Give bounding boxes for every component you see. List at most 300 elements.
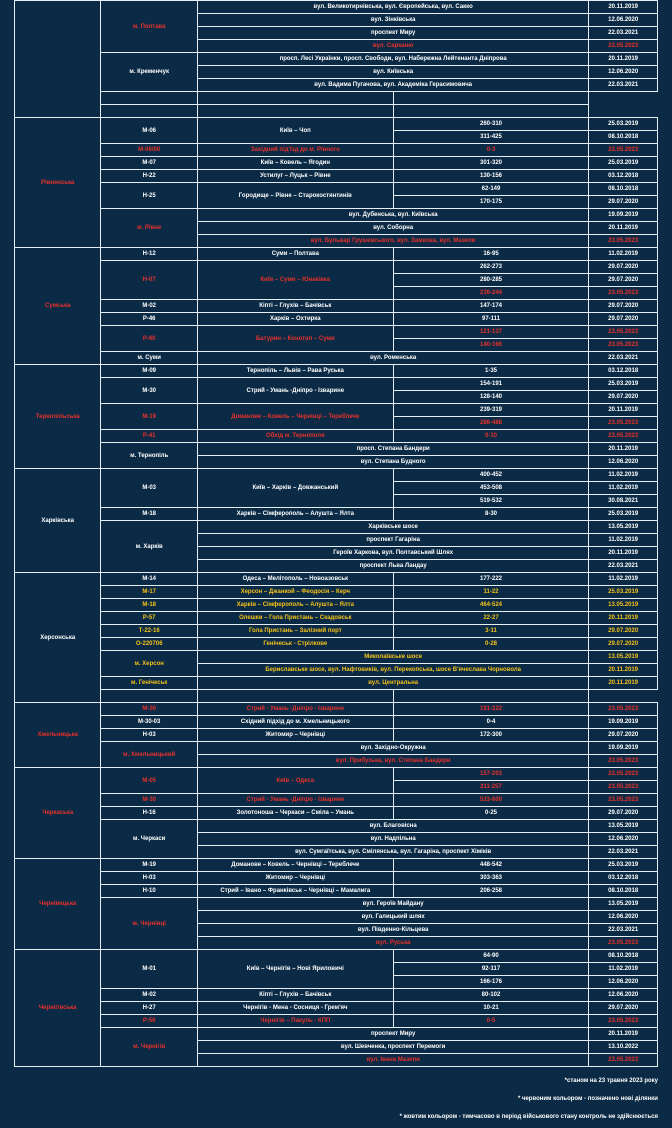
road-cell: Н-03 <box>101 872 198 885</box>
road-name-cell <box>101 92 198 105</box>
road-name-cell: Харків – Сімферополь – Алушта – Ялта <box>197 599 393 612</box>
footnotes <box>400 1072 658 1126</box>
date-cell: 25.03.2019 <box>589 118 658 131</box>
date-cell: 23.05.2023 <box>589 326 658 339</box>
road-name-cell: Устилуг – Луцьк – Рівне <box>197 170 393 183</box>
date-cell <box>393 105 589 118</box>
road-cell: М-02 <box>101 989 198 1002</box>
km-cell: 140-166 <box>393 339 589 352</box>
road-name-cell: Гола Пристань – Залізний порт <box>197 625 393 638</box>
date-cell: 13.05.2019 <box>589 599 658 612</box>
date-cell: 29.07.2020 <box>589 300 658 313</box>
table-row <box>15 118 658 131</box>
date-cell: 25.03.2019 <box>589 508 658 521</box>
table-row <box>15 378 658 391</box>
km-cell: 239-319 <box>393 404 589 417</box>
road-name-cell: Одеса – Мелітополь – Новоазовськ <box>197 573 393 586</box>
table-row <box>15 170 658 183</box>
road-name-cell: Доманове – Ковель – Чернівці – Тереблече <box>197 859 393 872</box>
road-name-cell: проспект Гагаріна <box>197 534 588 547</box>
road-name-cell: вул. Центральна <box>197 677 588 690</box>
date-cell: 22.03.2021 <box>589 560 658 573</box>
date-cell: 12.06.2020 <box>589 833 658 846</box>
km-cell: 10-21 <box>393 1002 589 1015</box>
road-name-cell: вул. Сумгаїтська, вул. Смілянська, вул. Гагаріна, проспект Хіміків <box>197 846 588 859</box>
km-cell: 0-10 <box>393 430 589 443</box>
km-cell: 280-285 <box>393 274 589 287</box>
road-cell: м. Хмельницький <box>101 742 198 768</box>
road-name-cell: просп. Степана Бандери <box>197 443 588 456</box>
road-sections-table <box>14 0 658 1067</box>
road-name-cell: проспект Миру <box>197 1028 588 1041</box>
road-cell: Р-41 <box>101 430 198 443</box>
date-cell: 13.05.2019 <box>589 820 658 833</box>
road-cell: м. Полтава <box>101 1 198 53</box>
road-cell: М-19 <box>101 404 198 430</box>
km-cell: 157-203 <box>393 768 589 781</box>
km-cell: 130-156 <box>393 170 589 183</box>
region-cell: Сумська <box>15 248 101 365</box>
date-cell: 29.07.2020 <box>589 274 658 287</box>
table-row <box>15 742 658 755</box>
road-cell: м. Суми <box>101 352 198 365</box>
km-cell: 211-257 <box>393 781 589 794</box>
road-cell: Н-25 <box>101 183 198 209</box>
road-cell: М-19 <box>101 859 198 872</box>
km-cell <box>197 105 393 118</box>
road-name-cell: Золотоноша – Черкаси – Сміла – Умань <box>197 807 393 820</box>
road-cell: М-07 <box>101 157 198 170</box>
road-name-cell <box>101 105 198 118</box>
table-row <box>15 612 658 625</box>
date-cell: 23.05.2023 <box>589 768 658 781</box>
table-row <box>15 729 658 742</box>
road-name-cell: Київ – Чоп <box>197 118 393 144</box>
date-cell: 25.03.2019 <box>589 157 658 170</box>
date-cell: 08.10.2018 <box>589 131 658 144</box>
road-name-cell: вул. Соборна <box>197 222 588 235</box>
table-row <box>15 365 658 378</box>
road-name-cell: вул. Київська <box>197 66 588 79</box>
road-name-cell: вул. Благовісна <box>197 820 588 833</box>
date-cell: 11.02.2019 <box>589 482 658 495</box>
date-cell: 22.03.2021 <box>589 79 658 92</box>
km-cell: 147-174 <box>393 300 589 313</box>
date-cell: 03.12.2018 <box>589 365 658 378</box>
date-cell: 20.11.2019 <box>589 677 658 690</box>
road-cell: М-05 <box>101 768 198 794</box>
km-cell: 519-532 <box>393 495 589 508</box>
table-row <box>15 989 658 1002</box>
road-name-cell: вул. Західно-Окружна <box>197 742 588 755</box>
road-name-cell: Харківське шосе <box>197 521 588 534</box>
date-cell: 20.11.2019 <box>589 547 658 560</box>
road-name-cell: вул. Степана Будного <box>197 456 588 469</box>
km-cell: 121-137 <box>393 326 589 339</box>
km-cell: 177-222 <box>393 573 589 586</box>
road-cell: м. Тернопіль <box>101 443 198 469</box>
road-cell: м. Херсон <box>101 651 198 677</box>
km-cell: 166-176 <box>393 976 589 989</box>
road-name-cell: Харків – Охтирка <box>197 313 393 326</box>
km-cell: 0-28 <box>393 638 589 651</box>
date-cell: 19.09.2019 <box>589 209 658 222</box>
road-name-cell: Доманове – Ковель – Чернівці – Тереблече <box>197 404 393 430</box>
road-cell: М-01 <box>101 950 198 989</box>
road-name-cell: Суми – Полтава <box>197 248 393 261</box>
road-cell: Н-22 <box>101 170 198 183</box>
road-name-cell: вул. Івана Мазепи <box>197 1054 588 1067</box>
road-cell: Н-07 <box>101 261 198 300</box>
region-cell: Черкаська <box>15 768 101 859</box>
table-row <box>15 573 658 586</box>
table-row <box>15 53 658 66</box>
road-name-cell: Кіпті – Глухів – Бачівськ <box>197 989 393 1002</box>
road-name-cell: Обхід м. Тернополя <box>197 430 393 443</box>
table-row <box>15 625 658 638</box>
note-as-of: *станом на 23 травня 2023 року <box>564 1078 658 1084</box>
date-cell: 19.09.2019 <box>589 716 658 729</box>
road-name-cell: проспект Льва Ландау <box>197 560 588 573</box>
date-cell: 19.09.2019 <box>589 742 658 755</box>
table-row <box>15 1002 658 1015</box>
table-row <box>15 92 658 105</box>
road-cell: м. Черкаси <box>101 820 198 859</box>
km-cell: 303-363 <box>393 872 589 885</box>
road-name-cell: вул. Шевченка, проспект Перемоги <box>197 1041 588 1054</box>
road-name-cell: Херсон – Джанкой – Феодосія – Керч <box>197 586 393 599</box>
road-name-cell: вул. Дубенська, вул. Київська <box>197 209 588 222</box>
table-row <box>15 508 658 521</box>
date-cell: 12.06.2020 <box>589 456 658 469</box>
table-row <box>15 521 658 534</box>
region-cell: Чернігівська <box>15 950 101 1067</box>
date-cell: 23.05.2023 <box>589 781 658 794</box>
date-cell: 20.11.2019 <box>589 222 658 235</box>
note-red: * червоним кольором - позначено нові ділянки <box>517 1096 658 1102</box>
date-cell: 23.05.2023 <box>589 1054 658 1067</box>
km-cell: 236-244 <box>393 287 589 300</box>
road-cell: М-30 <box>101 794 198 807</box>
region-cell: Херсонська <box>15 573 101 703</box>
note-yellow: * жовтим кольором - тимчасово в період військового стану контроль не здійснюється <box>399 1114 658 1120</box>
road-name-cell: Стрий - Умань -Дніпро - Ізварине <box>197 378 393 404</box>
road-cell: Н-27 <box>101 1002 198 1015</box>
date-cell: 20.11.2019 <box>589 1028 658 1041</box>
date-cell: 29.07.2020 <box>589 391 658 404</box>
road-name-cell: Харків – Сімферополь – Алушта – Ялта <box>197 508 393 521</box>
table-row <box>15 716 658 729</box>
km-cell: 170-175 <box>393 196 589 209</box>
date-cell: 23.05.2023 <box>589 937 658 950</box>
date-cell: 11.02.2019 <box>589 963 658 976</box>
km-cell: 464-524 <box>393 599 589 612</box>
road-cell: м. Чернігів <box>101 1028 198 1067</box>
road-name-cell: вул. Руська <box>197 937 588 950</box>
date-cell: 23.05.2023 <box>589 755 658 768</box>
road-name-cell: вул. Південно-Кільцева <box>197 924 588 937</box>
date-cell: 29.07.2020 <box>589 261 658 274</box>
km-cell: 533-600 <box>393 794 589 807</box>
table-row <box>15 690 658 703</box>
region-cell: Тернопільська <box>15 365 101 469</box>
km-cell: 97-111 <box>393 313 589 326</box>
region-cell: Харківська <box>15 469 101 573</box>
date-cell: 25.03.2019 <box>589 378 658 391</box>
table-row <box>15 859 658 872</box>
road-cell: Н-12 <box>101 248 198 261</box>
road-cell: М-30-03 <box>101 716 198 729</box>
table-row <box>15 898 658 911</box>
road-name-cell: Генічеськ - Стрілкове <box>197 638 393 651</box>
date-cell: 23.05.2023 <box>589 339 658 352</box>
road-cell: Р-56 <box>101 1015 198 1028</box>
road-name-cell: Східний підхід до м. Хмельницького <box>197 716 393 729</box>
date-cell: 20.11.2019 <box>589 612 658 625</box>
table-row <box>15 469 658 482</box>
date-cell: 23.05.2023 <box>589 1015 658 1028</box>
date-cell: 29.07.2020 <box>589 313 658 326</box>
km-cell <box>197 690 393 703</box>
km-cell: 301-320 <box>393 157 589 170</box>
road-cell: м. Кременчук <box>101 53 198 92</box>
km-cell: 8-30 <box>393 508 589 521</box>
km-cell: 262-273 <box>393 261 589 274</box>
road-name-cell: Миколаївське шосе <box>197 651 588 664</box>
road-cell: М-18 <box>101 508 198 521</box>
table-row <box>15 183 658 196</box>
date-cell: 20.11.2019 <box>589 443 658 456</box>
km-cell: 191-222 <box>393 703 589 716</box>
road-cell: М-02 <box>101 300 198 313</box>
road-cell: М-18 <box>101 599 198 612</box>
road-cell: М-06 <box>101 118 198 144</box>
date-cell: 03.12.2018 <box>589 170 658 183</box>
date-cell: 23.05.2023 <box>589 235 658 248</box>
road-cell: М-17 <box>101 586 198 599</box>
date-cell: 12.06.2020 <box>589 911 658 924</box>
date-cell <box>393 690 589 703</box>
road-name-cell: Стрий – Івано – Франківськ – Чернівці – Мамалига <box>197 885 393 898</box>
km-cell: 448-542 <box>393 859 589 872</box>
date-cell: 08.10.2018 <box>589 183 658 196</box>
date-cell: 11.02.2019 <box>589 469 658 482</box>
date-cell: 23.05.2023 <box>589 430 658 443</box>
table-row <box>15 1028 658 1041</box>
road-cell: Н-10 <box>101 885 198 898</box>
date-cell: 29.07.2020 <box>589 638 658 651</box>
date-cell: 11.02.2019 <box>589 573 658 586</box>
date-cell: 29.07.2020 <box>589 1002 658 1015</box>
road-name-cell: Кіпті – Глухів – Бачівськ <box>197 300 393 313</box>
road-cell: м. Чернівці <box>101 898 198 950</box>
road-cell: м. Генічеськ <box>101 677 198 690</box>
road-name-cell: вул. Героїв Майдану <box>197 898 588 911</box>
region-cell <box>15 1 101 118</box>
table-row <box>15 794 658 807</box>
road-cell: Н-03 <box>101 729 198 742</box>
table-row <box>15 677 658 690</box>
road-name-cell: Олешки – Гола Пристань – Скадовськ <box>197 612 393 625</box>
km-cell: 0-25 <box>393 807 589 820</box>
km-cell: 80-102 <box>393 989 589 1002</box>
km-cell: 400-452 <box>393 469 589 482</box>
road-cell: М-30 <box>101 703 198 716</box>
road-name-cell: Київ – Одеса <box>197 768 393 794</box>
road-name-cell: вул. Сарканю <box>197 40 588 53</box>
date-cell: 12.06.2020 <box>589 976 658 989</box>
date-cell: 29.07.2020 <box>589 625 658 638</box>
km-cell: 1-35 <box>393 365 589 378</box>
road-name-cell: вул. Надпільна <box>197 833 588 846</box>
km-cell: 62-149 <box>393 183 589 196</box>
table-body <box>15 1 658 1067</box>
date-cell: 20.11.2019 <box>589 53 658 66</box>
km-cell: 260-310 <box>393 118 589 131</box>
date-cell: 30.08.2021 <box>589 495 658 508</box>
date-cell: 20.11.2019 <box>589 1 658 14</box>
table-row <box>15 872 658 885</box>
date-cell: 11.02.2019 <box>589 248 658 261</box>
road-name-cell: Західний під'їзд до м. Рівного <box>197 144 393 157</box>
table-row <box>15 157 658 170</box>
road-name-cell: вул. Вадима Пугачова, вул. Академіка Герасимовича <box>197 79 588 92</box>
road-name-cell: Батурин – Конотоп – Суми <box>197 326 393 352</box>
road-name-cell: вул. Галицький шлях <box>197 911 588 924</box>
road-cell: Р-60 <box>101 326 198 352</box>
road-name-cell: просп. Лесі Українки, просп. Свободи, вул. Набережна Лейтенанта Дніпрова <box>197 53 588 66</box>
km-cell: 206-258 <box>393 885 589 898</box>
road-name-cell: Київ – Чернігів – Нові Яриловичі <box>197 950 393 989</box>
date-cell: 13.05.2019 <box>589 651 658 664</box>
date-cell: 12.06.2020 <box>589 14 658 27</box>
region-cell: Чернівецька <box>15 859 101 950</box>
date-cell: 25.03.2019 <box>589 586 658 599</box>
table-row <box>15 105 658 118</box>
date-cell: 23.05.2023 <box>589 287 658 300</box>
date-cell: 11.02.2019 <box>589 534 658 547</box>
road-name-cell: вул. Бульвар Грушевського, вул. Замкова, вул. Мазепи <box>197 235 588 248</box>
date-cell: 20.11.2019 <box>589 664 658 677</box>
km-cell: 172-300 <box>393 729 589 742</box>
road-cell: м. Харків <box>101 521 198 573</box>
date-cell: 13.05.2019 <box>589 898 658 911</box>
date-cell: 23.05.2023 <box>589 703 658 716</box>
km-cell: 311-425 <box>393 131 589 144</box>
table-row <box>15 807 658 820</box>
table-row <box>15 638 658 651</box>
road-name-cell <box>101 690 198 703</box>
table-row <box>15 443 658 456</box>
road-cell: М-30 <box>101 378 198 404</box>
road-cell: М-03 <box>101 469 198 508</box>
date-cell: 23.05.2023 <box>589 794 658 807</box>
road-name-cell: проспект Миру <box>197 27 588 40</box>
table-row <box>15 430 658 443</box>
date-cell: 22.03.2021 <box>589 924 658 937</box>
table-row <box>15 651 658 664</box>
date-cell: 23.05.2023 <box>589 40 658 53</box>
road-name-cell: Бериславське шосе, вул. Нафтовиків, вул. Перекопська, шосе В'ячеслава Чорновола <box>197 664 588 677</box>
road-cell: Р-57 <box>101 612 198 625</box>
km-cell: 64-90 <box>393 950 589 963</box>
road-name-cell: вул. Великотирнівська, вул. Європейська, вул. Сакко <box>197 1 588 14</box>
table-row <box>15 1 658 14</box>
table-row <box>15 352 658 365</box>
table-row <box>15 313 658 326</box>
km-cell: 128-140 <box>393 391 589 404</box>
road-name-cell: Стрий - Умань -Дніпро - Ізварине <box>197 794 393 807</box>
region-cell: Рівненська <box>15 118 101 248</box>
table-row <box>15 144 658 157</box>
date-cell: 25.03.2019 <box>589 859 658 872</box>
table-row <box>15 586 658 599</box>
date-cell: 29.07.2020 <box>589 729 658 742</box>
date-cell: 08.10.2018 <box>589 950 658 963</box>
road-name-cell: Житомир – Чернівці <box>197 872 393 885</box>
table-row <box>15 209 658 222</box>
road-cell: м. Рівне <box>101 209 198 248</box>
road-cell: М-09 <box>101 365 198 378</box>
road-cell: М-14 <box>101 573 198 586</box>
km-cell: 286-488 <box>393 417 589 430</box>
table-row <box>15 885 658 898</box>
road-cell: Т-22-16 <box>101 625 198 638</box>
table-row <box>15 300 658 313</box>
table-row <box>15 261 658 274</box>
km-cell: 0-3 <box>393 144 589 157</box>
km-cell: 11-22 <box>393 586 589 599</box>
date-cell: 03.12.2018 <box>589 872 658 885</box>
table-row <box>15 248 658 261</box>
km-cell: 92-117 <box>393 963 589 976</box>
date-cell: 22.03.2021 <box>589 352 658 365</box>
date-cell: 12.06.2020 <box>589 66 658 79</box>
table-row <box>15 599 658 612</box>
date-cell: 13.05.2019 <box>589 521 658 534</box>
table-row <box>15 404 658 417</box>
table-row <box>15 950 658 963</box>
road-name-cell: вул. Зінківська <box>197 14 588 27</box>
road-cell: Н-16 <box>101 807 198 820</box>
date-cell: 22.03.2021 <box>589 846 658 859</box>
road-name-cell: Житомир – Чернівці <box>197 729 393 742</box>
date-cell: 23.05.2023 <box>589 417 658 430</box>
date-cell: 23.05.2023 <box>589 144 658 157</box>
table-row <box>15 768 658 781</box>
road-name-cell: Чернігів - Мена - Сосниця - Грем'яч <box>197 1002 393 1015</box>
km-cell: 16-95 <box>393 248 589 261</box>
date-cell: 20.11.2019 <box>589 404 658 417</box>
table-row <box>15 703 658 716</box>
road-cell: М-06/00 <box>101 144 198 157</box>
road-name-cell: Київ – Ковель – Ягодин <box>197 157 393 170</box>
date-cell: 13.10.2022 <box>589 1041 658 1054</box>
road-name-cell: Городище – Рівне – Старокостянтинів <box>197 183 393 209</box>
km-cell: 3-11 <box>393 625 589 638</box>
road-cell: Р-46 <box>101 313 198 326</box>
road-name-cell: Чернігів – Пакуль - КПП <box>197 1015 393 1028</box>
km-cell: 453-508 <box>393 482 589 495</box>
date-cell: 29.07.2020 <box>589 807 658 820</box>
table-row <box>15 820 658 833</box>
road-name-cell: Героїв Харкова, вул. Полтавський Шлях <box>197 547 588 560</box>
road-name-cell: Тернопіль – Львів – Рава Руська <box>197 365 393 378</box>
road-name-cell: Київ – Харків – Довжанський <box>197 469 393 508</box>
road-name-cell: вул. Прибузька, вул. Степана Бандери <box>197 755 588 768</box>
km-cell: 154-191 <box>393 378 589 391</box>
date-cell: 29.07.2020 <box>589 196 658 209</box>
